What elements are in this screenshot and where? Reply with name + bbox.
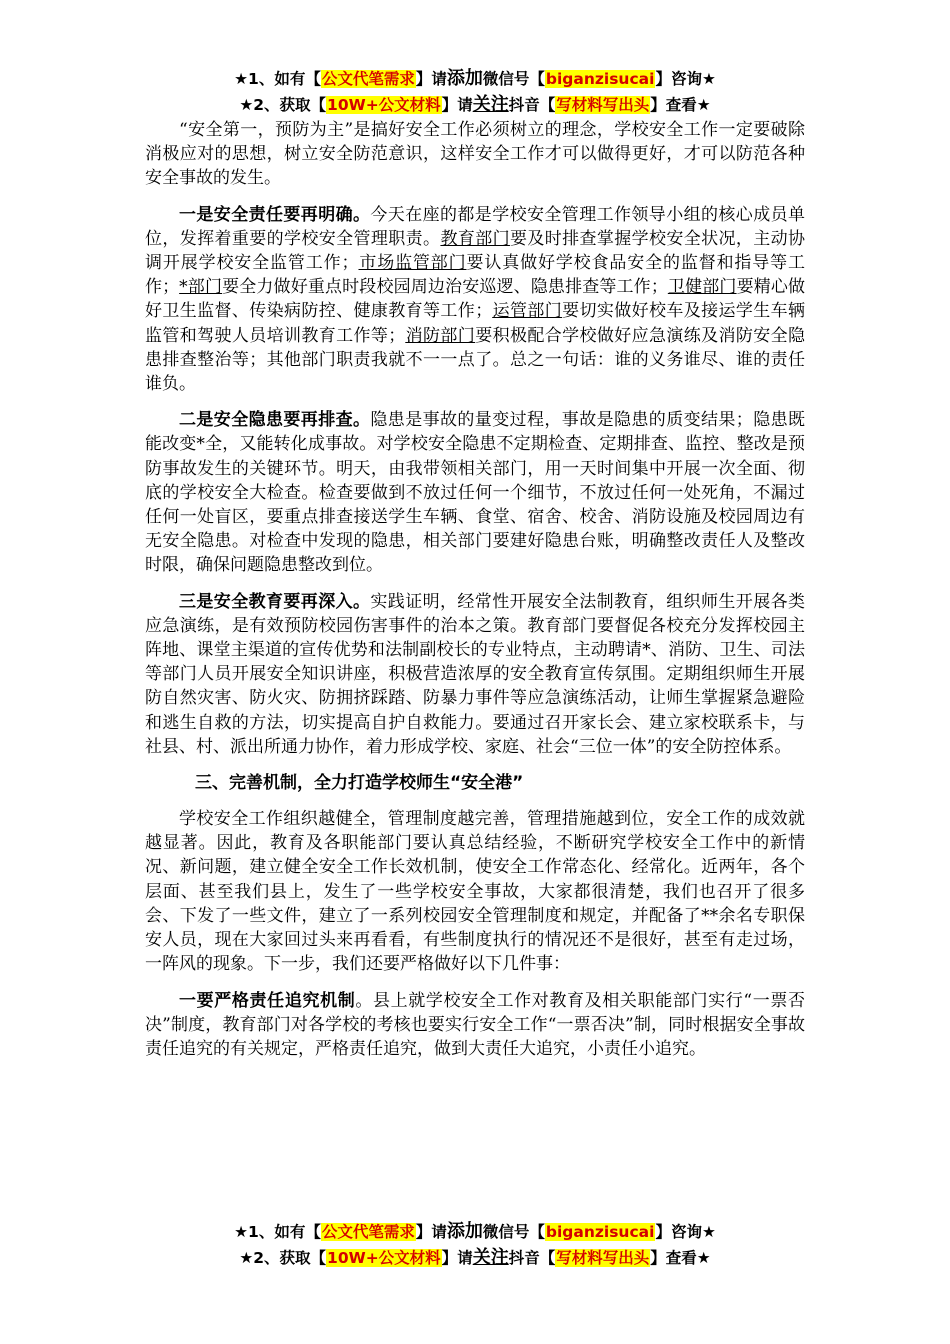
paragraph-accountability: 一要严格责任追究机制。县上就学校安全工作对教育及相关职能部门实行“一票否决”制度，教育部门对各学校的考核也要实行安全工作“一票否决”制，同时根据安全事故责任追究的有关规定，严格责任追究，做到大责任大追究，小责任小追究。 — [145, 990, 805, 1059]
banner-line-2: ★2、获取【10W+公文材料】请关注抖音【写材料写出头】查看★ — [239, 94, 711, 115]
highlight-wechat-id: biganzisucai — [545, 70, 655, 88]
highlight-douyin-account: 写材料写出头 — [556, 1249, 650, 1267]
bottom-banner — [145, 1219, 805, 1271]
highlight-materials: 10W+公文材料 — [327, 96, 441, 114]
document-body — [145, 66, 805, 1061]
paragraph-lead: 一要严格责任追究机制 — [179, 990, 356, 1011]
banner-line-1: ★1、如有【公文代笔需求】请添加微信号【biganzisucai】咨询★ — [234, 1221, 716, 1242]
highlight-writing-service: 公文代笔需求 — [321, 1223, 415, 1241]
highlight-douyin-account: 写材料写出头 — [556, 96, 650, 114]
banner-line-2: ★2、获取【10W+公文材料】请关注抖音【写材料写出头】查看★ — [239, 1247, 711, 1268]
dept-education: 教育部门 — [440, 228, 510, 249]
highlight-materials: 10W+公文材料 — [327, 1249, 441, 1267]
paragraph-responsibility: 一是安全责任要再明确。今天在座的都是学校安全管理工作领导小组的核心成员单位，发挥着重要的学校安全管理职责。教育部门要及时排查掌握学校安全状况，主动协调开展学校安全监管工作；市场监管部门要认真做好学校食品安全的监督和指导等工作；*部门要全力做好重点时段校园周边治安巡逻、隐患排查等工作；卫健部门要精心做好卫生监督、传染病防控、健康教育等工作；运管部门要切实做好校车及接运学生车辆监管和驾驶人员培训教育工作等；消防部门要积极配合学校做好应急演练及消防安全隐患排查整治等；其他部门职责我就不一一点了。总之一句话：谁的义务谁尽、谁的责任谁负。 — [145, 204, 806, 395]
banner-line-1: ★1、如有【公文代笔需求】请添加微信号【biganzisucai】咨询★ — [234, 68, 716, 89]
dept-fire: 消防部门 — [405, 325, 476, 346]
dept-police: *部门 — [179, 277, 223, 298]
dept-market-supervision: 市场监管部门 — [358, 253, 467, 274]
paragraph-lead: 三是安全教育要再深入。 — [179, 591, 371, 612]
paragraph-lead: 二是安全隐患要再排查。 — [179, 410, 371, 431]
paragraph-mechanism: 学校安全工作组织越健全，管理制度越完善，管理措施越到位，安全工作的成效就越显著。因此，教育及各职能部门要认真总结经验，不断研究学校安全工作中的新情况、新问题，建立健全安全工作长效机制，使安全工作常态化、经常化。近两年，各个层面、甚至我们县上，发生了一些学校安全事故，大家都很清楚，我们也召开了很多会、下发了一些文件，建立了一系列校园安全管理制度和规定，并配备了**余名专职保安人员，现在大家回过头来再看看，有些制度执行的情况还不是很好，甚至有走过场，一阵风的现象。下一步，我们还要严格做好以下几件事： — [145, 809, 805, 975]
highlight-writing-service: 公文代笔需求 — [321, 70, 415, 88]
top-banner — [145, 66, 805, 118]
paragraph-hazards: 二是安全隐患要再排查。隐患是事故的量变过程，事故是隐患的质变结果；隐患既能改变*全，又能转化成事故。对学校安全隐患不定期检查、定期排查、监控、整改是预防事故发生的关键环节。明天，由我带领相关部门，用一天时间集中开展一次全面、彻底的学校安全大检查。检查要做到不放过任何一个细节，不放过任何一处死角，不漏过任何一处盲区，要重点排查接送学生车辆、食堂、宿舍、校舍、消防设施及校园周边有无安全隐患。对检查中发现的隐患，相关部门要建好隐患台账，明确整改责任人及整改时限，确保问题隐患整改到位。 — [145, 410, 806, 576]
paragraph-education: 三是安全教育要再深入。实践证明，经常性开展安全法制教育，组织师生开展各类应急演练，是有效预防校园伤害事件的治本之策。教育部门要督促各校充分发挥校园主阵地、课堂主渠道的宣传优势和法制副校长的专业特点，主动聘请*、消防、卫生、司法等部门人员开展安全知识讲座，积极营造浓厚的安全教育宣传氛围。定期组织师生开展防自然灾害、防火灾、防拥挤踩踏、防暴力事件等应急演练活动，让师生掌握紧急避险和逃生自救的方法，切实提高自护自救能力。要通过召开家长会、建立家校联系卡，与社县、村、派出所通力协作，着力形成学校、家庭、社会“三位一体”的安全防控体系。 — [145, 591, 806, 757]
intro-paragraph: “安全第一，预防为主”是搞好安全工作必须树立的理念，学校安全工作一定要破除消极应对的思想，树立安全防范意识，这样安全工作才可以做得更好，才可以防范各种安全事故的发生。 — [145, 120, 805, 189]
paragraph-lead: 一是安全责任要再明确。 — [179, 204, 371, 225]
highlight-wechat-id: biganzisucai — [545, 1223, 655, 1241]
dept-health: 卫健部门 — [667, 277, 737, 298]
dept-transport: 运管部门 — [492, 301, 563, 322]
section-heading: 三、完善机制，全力打造学校师生“安全港” — [195, 773, 524, 794]
